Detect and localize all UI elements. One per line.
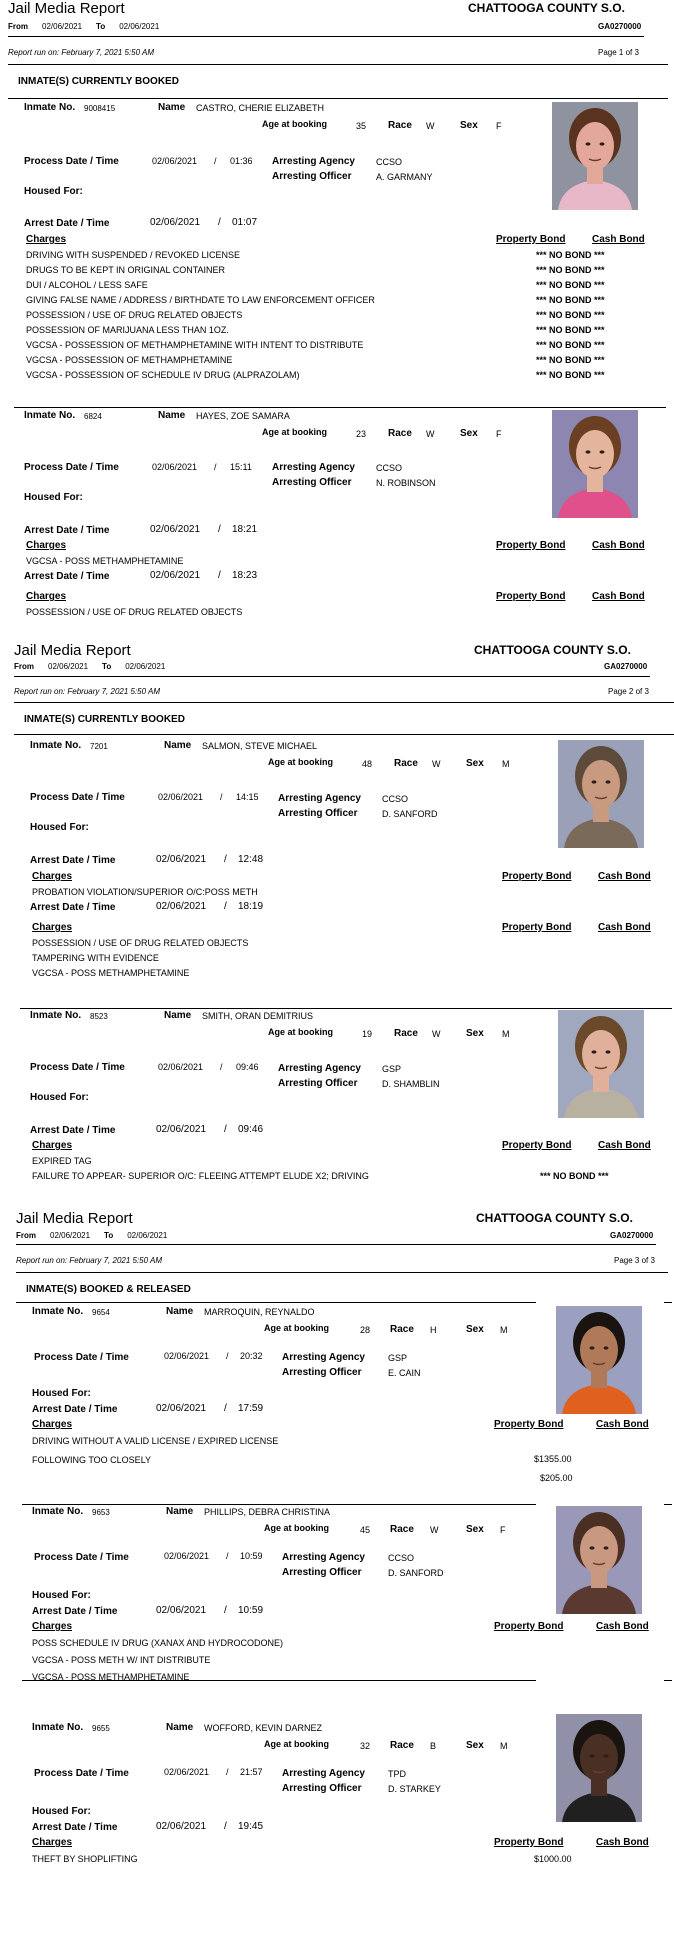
bond-value: $1000.00 [534, 1854, 572, 1864]
arresting-agency: CCSO [388, 1553, 415, 1563]
agency-code: GA0270000 [610, 1231, 654, 1240]
section-rule [664, 1302, 672, 1303]
age-label: Age at booking [264, 1739, 329, 1749]
race-label: Race [394, 1028, 418, 1039]
page-number: Page 1 of 3 [598, 48, 639, 57]
charge-line: PROBATION VIOLATION/SUPERIOR O/C:POSS METH [32, 887, 258, 897]
cash-bond-header: Cash Bond [596, 1419, 649, 1430]
date-range: From 02/06/2021 To 02/06/2021 [16, 1231, 168, 1240]
page-number: Page 3 of 3 [614, 1256, 655, 1265]
charge-line: TAMPERING WITH EVIDENCE [32, 953, 159, 963]
arresting-agency: TPD [388, 1769, 406, 1779]
charge-line: THEFT BY SHOPLIFTING [32, 1854, 138, 1864]
slash: / [214, 462, 217, 472]
housed-for-label: Housed For: [32, 1590, 91, 1601]
slash: / [224, 1821, 227, 1832]
charges-header: Charges [32, 1140, 73, 1151]
inmate-record [0, 102, 674, 402]
name-label: Name [166, 1722, 194, 1733]
inmate-name: MARROQUIN, REYNALDO [204, 1307, 315, 1317]
charges-header: Charges [32, 1419, 73, 1430]
sex: M [502, 1029, 510, 1039]
arrest-time: 18:21 [232, 524, 258, 535]
charge-line: POSSESSION OF MARIJUANA LESS THAN 1OZ. [26, 325, 229, 335]
age-label: Age at booking [264, 1523, 329, 1533]
charges-header: Charges [26, 234, 67, 245]
age: 19 [362, 1029, 373, 1039]
inmate-photo [552, 410, 638, 518]
arrest-time: 17:59 [238, 1403, 264, 1414]
arresting-agency-label: Arresting Agency [272, 462, 355, 473]
race: W [426, 429, 435, 439]
charge-line: VGCSA - POSS METHAMPHETAMINE [32, 1672, 190, 1682]
property-bond-header: Property Bond [496, 540, 566, 551]
process-time: 20:32 [240, 1351, 263, 1361]
housed-for-label: Housed For: [32, 1388, 91, 1399]
property-bond-header: Property Bond [494, 1621, 564, 1632]
charge-line: VGCSA - POSSESSION OF METHAMPHETAMINE [26, 355, 233, 365]
charges-header: Charges [32, 1837, 73, 1848]
arrest-time: 10:59 [238, 1605, 264, 1616]
slash: / [226, 1351, 229, 1361]
arrest-date-label: Arrest Date / Time [30, 855, 116, 866]
process-date: 02/06/2021 [164, 1551, 210, 1561]
arresting-officer-label: Arresting Officer [278, 1078, 358, 1089]
arrest-date-label: Arrest Date / Time [24, 525, 110, 536]
inmate-divider [22, 1680, 536, 1681]
slash: / [226, 1767, 229, 1777]
process-time: 21:57 [240, 1767, 263, 1777]
arresting-agency-label: Arresting Agency [282, 1352, 365, 1363]
bond-value: *** NO BOND *** [536, 355, 605, 365]
inmate-record [0, 740, 674, 1000]
race-label: Race [388, 120, 412, 131]
mugshot-image [556, 1506, 642, 1614]
inmate-divider [664, 1504, 672, 1505]
housed-for-label: Housed For: [24, 492, 83, 503]
age: 23 [356, 429, 367, 439]
age: 48 [362, 759, 373, 769]
inmate-divider [664, 1680, 672, 1681]
arresting-officer-label: Arresting Officer [282, 1783, 362, 1794]
cash-bond-header: Cash Bond [592, 234, 645, 245]
section-heading: INMATE(S) CURRENTLY BOOKED [24, 714, 185, 725]
arrest-date: 02/06/2021 [156, 1605, 207, 1616]
inmate-photo [556, 1714, 642, 1822]
process-date-label: Process Date / Time [34, 1552, 129, 1563]
page-number: Page 2 of 3 [608, 687, 649, 696]
inmate-no-label: Inmate No. [32, 1722, 84, 1733]
arresting-officer: E. CAIN [388, 1368, 421, 1378]
inmate-photo [556, 1306, 642, 1414]
slash: / [220, 1062, 223, 1072]
arrest-date: 02/06/2021 [156, 854, 207, 865]
agency-code: GA0270000 [604, 662, 648, 671]
arrest-date: 02/06/2021 [150, 570, 201, 581]
sex: M [500, 1325, 508, 1335]
process-date-label: Process Date / Time [24, 462, 119, 473]
process-date: 02/06/2021 [164, 1767, 210, 1777]
inmate-record [0, 410, 674, 635]
arrest-date-label: Arrest Date / Time [32, 1606, 118, 1617]
mugshot-image [556, 1714, 642, 1822]
process-time: 15:11 [230, 462, 252, 472]
arresting-agency: CCSO [382, 794, 409, 804]
inmate-no: 6824 [84, 412, 102, 421]
name-label: Name [166, 1306, 194, 1317]
arrest-date-label: Arrest Date / Time [24, 218, 110, 229]
report-title: Jail Media Report [8, 0, 125, 17]
charge-line: POSS SCHEDULE IV DRUG (XANAX AND HYDROCODONE) [32, 1638, 284, 1648]
inmate-no: 9655 [92, 1724, 110, 1733]
arresting-officer-label: Arresting Officer [272, 171, 352, 182]
sex: M [502, 759, 510, 769]
arresting-agency: GSP [382, 1064, 402, 1074]
bond-value: *** NO BOND *** [536, 250, 605, 260]
arrest-date-label: Arrest Date / Time [24, 571, 110, 582]
inmate-no: 7201 [90, 742, 108, 751]
housed-for-label: Housed For: [30, 822, 89, 833]
bond-value: *** NO BOND *** [536, 310, 605, 320]
mugshot-image [558, 1010, 644, 1118]
charges-header: Charges [26, 540, 67, 551]
sex-label: Sex [466, 758, 484, 769]
inmate-record [0, 1506, 674, 1682]
race: W [430, 1525, 439, 1535]
charge-line: GIVING FALSE NAME / ADDRESS / BIRTHDATE TO LAW ENFORCEMENT OFFICER [26, 295, 375, 305]
housed-for-label: Housed For: [32, 1806, 91, 1817]
arresting-agency: GSP [388, 1353, 408, 1363]
charge-line: FOLLOWING TOO CLOSELY [32, 1455, 152, 1465]
mugshot-image [558, 740, 644, 848]
race: H [430, 1325, 437, 1335]
charge-line: POSSESSION / USE OF DRUG RELATED OBJECTS [26, 310, 243, 320]
sex-label: Sex [466, 1324, 484, 1335]
charges-header: Charges [32, 871, 73, 882]
process-date-label: Process Date / Time [34, 1352, 129, 1363]
arrest-date: 02/06/2021 [156, 1403, 207, 1414]
inmate-no-label: Inmate No. [30, 740, 82, 751]
process-time: 09:46 [236, 1062, 259, 1072]
section-rule [16, 1302, 536, 1303]
inmate-photo [556, 1506, 642, 1614]
bond-value: *** NO BOND *** [540, 1171, 609, 1181]
section-rule [8, 64, 668, 65]
race: B [430, 1741, 437, 1751]
inmate-no: 9008415 [84, 104, 116, 113]
arresting-agency-label: Arresting Agency [282, 1768, 365, 1779]
slash: / [224, 1124, 227, 1135]
process-date-label: Process Date / Time [24, 156, 119, 167]
date-range: From 02/06/2021 To 02/06/2021 [14, 662, 166, 671]
section-rule [8, 98, 668, 99]
arrest-time: 18:19 [238, 901, 264, 912]
slash: / [224, 1403, 227, 1414]
sex: F [496, 121, 502, 131]
property-bond-header: Property Bond [502, 871, 572, 882]
charge-line: DRIVING WITHOUT A VALID LICENSE / EXPIRED LICENSE [32, 1436, 279, 1446]
charge-line: VGCSA - POSS METHAMPHETAMINE [32, 968, 190, 978]
arresting-agency-label: Arresting Agency [278, 793, 361, 804]
age-label: Age at booking [268, 1027, 333, 1037]
arrest-date: 02/06/2021 [150, 524, 201, 535]
inmate-name: HAYES, ZOE SAMARA [196, 411, 290, 421]
race-label: Race [390, 1740, 414, 1751]
arresting-officer: N. ROBINSON [376, 478, 436, 488]
slash: / [224, 854, 227, 865]
process-date: 02/06/2021 [164, 1351, 210, 1361]
sex-label: Sex [466, 1028, 484, 1039]
section-heading: INMATE(S) CURRENTLY BOOKED [18, 76, 179, 87]
slash: / [220, 792, 223, 802]
race: W [426, 121, 435, 131]
inmate-no: 9654 [92, 1308, 110, 1317]
report-page-2 [0, 640, 674, 1210]
charge-line: DRIVING WITH SUSPENDED / REVOKED LICENSE [26, 250, 241, 260]
charge-line: VGCSA - POSS METHAMPHETAMINE [26, 556, 184, 566]
charge-line: EXPIRED TAG [32, 1156, 92, 1166]
sex-label: Sex [466, 1740, 484, 1751]
arresting-agency: CCSO [376, 157, 403, 167]
arresting-officer: D. SANFORD [382, 809, 438, 819]
cash-bond-header: Cash Bond [592, 591, 645, 602]
report-run-on: Report run on: February 7, 2021 5:50 AM [8, 48, 155, 57]
mugshot-image [556, 1306, 642, 1414]
arrest-date: 02/06/2021 [150, 217, 201, 228]
sex-label: Sex [466, 1524, 484, 1535]
arrest-date-label: Arrest Date / Time [32, 1822, 118, 1833]
sex: F [500, 1525, 506, 1535]
inmate-no-label: Inmate No. [24, 102, 76, 113]
process-time: 10:59 [240, 1551, 263, 1561]
cash-bond-header: Cash Bond [596, 1621, 649, 1632]
process-date: 02/06/2021 [152, 462, 198, 472]
name-label: Name [158, 102, 186, 113]
slash: / [226, 1551, 229, 1561]
slash: / [218, 217, 221, 228]
header-rule [8, 36, 644, 37]
arresting-officer-label: Arresting Officer [272, 477, 352, 488]
age: 32 [360, 1741, 371, 1751]
sex-label: Sex [460, 120, 478, 131]
arrest-time: 19:45 [238, 1821, 264, 1832]
date-range: From 02/06/2021 To 02/06/2021 [8, 22, 160, 31]
slash: / [224, 901, 227, 912]
arresting-agency-label: Arresting Agency [282, 1552, 365, 1563]
slash: / [214, 156, 217, 166]
inmate-name: WOFFORD, KEVIN DARNEZ [204, 1723, 323, 1733]
age-label: Age at booking [264, 1323, 329, 1333]
arresting-officer-label: Arresting Officer [278, 808, 358, 819]
arrest-time: 12:48 [238, 854, 264, 865]
bond-value: *** NO BOND *** [536, 340, 605, 350]
agency-name: CHATTOOGA COUNTY S.O. [468, 1, 625, 15]
section-heading: INMATE(S) BOOKED & RELEASED [26, 1284, 191, 1295]
race: W [432, 759, 441, 769]
charges-header: Charges [32, 922, 73, 933]
slash: / [218, 570, 221, 581]
cash-bond-header: Cash Bond [596, 1837, 649, 1848]
arrest-date-label: Arrest Date / Time [30, 902, 116, 913]
inmate-photo [558, 1010, 644, 1118]
process-date-label: Process Date / Time [34, 1768, 129, 1779]
bond-value: *** NO BOND *** [536, 370, 605, 380]
sex-label: Sex [460, 428, 478, 439]
charge-line: VGCSA - POSSESSION OF METHAMPHETAMINE WITH INTENT TO DISTRIBUTE [26, 340, 364, 350]
inmate-record [0, 1010, 674, 1210]
inmate-photo [552, 102, 638, 210]
inmate-divider [14, 407, 666, 408]
inmate-name: CASTRO, CHERIE ELIZABETH [196, 103, 325, 113]
age: 45 [360, 1525, 371, 1535]
age-label: Age at booking [262, 427, 327, 437]
mugshot-image [552, 102, 638, 210]
inmate-record [0, 1306, 674, 1496]
agency-name: CHATTOOGA COUNTY S.O. [474, 643, 631, 657]
report-run-on: Report run on: February 7, 2021 5:50 AM [14, 687, 161, 696]
process-time: 01:36 [230, 156, 253, 166]
bond-value: *** NO BOND *** [536, 325, 605, 335]
section-rule [14, 734, 674, 735]
report-title: Jail Media Report [16, 1210, 133, 1227]
slash: / [218, 524, 221, 535]
charge-line: DRUGS TO BE KEPT IN ORIGINAL CONTAINER [26, 265, 226, 275]
arrest-date: 02/06/2021 [156, 901, 207, 912]
race-label: Race [394, 758, 418, 769]
age-label: Age at booking [268, 757, 333, 767]
race: W [432, 1029, 441, 1039]
arresting-agency: CCSO [376, 463, 403, 473]
age: 35 [356, 121, 367, 131]
cash-bond-header: Cash Bond [598, 922, 651, 933]
cash-bond-header: Cash Bond [598, 871, 651, 882]
race-label: Race [390, 1524, 414, 1535]
arresting-agency-label: Arresting Agency [272, 156, 355, 167]
inmate-no: 9653 [92, 1508, 110, 1517]
name-label: Name [164, 1010, 192, 1021]
process-date: 02/06/2021 [152, 156, 198, 166]
agency-name: CHATTOOGA COUNTY S.O. [476, 1211, 633, 1225]
bond-value: *** NO BOND *** [536, 295, 605, 305]
arrest-date: 02/06/2021 [156, 1821, 207, 1832]
inmate-no-label: Inmate No. [30, 1010, 82, 1021]
charge-line: POSSESSION / USE OF DRUG RELATED OBJECTS [32, 938, 249, 948]
process-date-label: Process Date / Time [30, 792, 125, 803]
housed-for-label: Housed For: [30, 1092, 89, 1103]
race-label: Race [388, 428, 412, 439]
process-time: 14:15 [236, 792, 259, 802]
arrest-date-label: Arrest Date / Time [32, 1404, 118, 1415]
charges-header: Charges [32, 1621, 73, 1632]
charges-header: Charges [26, 591, 67, 602]
report-page-1 [0, 0, 674, 640]
section-rule [14, 702, 674, 703]
arrest-time: 09:46 [238, 1124, 264, 1135]
header-rule [14, 676, 650, 677]
arresting-officer-label: Arresting Officer [282, 1367, 362, 1378]
race-label: Race [390, 1324, 414, 1335]
inmate-no-label: Inmate No. [32, 1506, 84, 1517]
inmate-no-label: Inmate No. [32, 1306, 84, 1317]
arrest-time: 01:07 [232, 217, 258, 228]
charge-line: VGCSA - POSS METH W/ INT DISTRIBUTE [32, 1655, 211, 1665]
inmate-no: 8523 [90, 1012, 108, 1021]
slash: / [224, 1605, 227, 1616]
arrest-time: 18:23 [232, 570, 258, 581]
inmate-divider [22, 1504, 536, 1505]
inmate-record [0, 1722, 674, 1892]
process-date-label: Process Date / Time [30, 1062, 125, 1073]
inmate-divider [20, 1008, 672, 1009]
header-rule [16, 1244, 656, 1245]
section-rule [16, 1272, 668, 1273]
arresting-officer: D. SHAMBLIN [382, 1079, 440, 1089]
arresting-agency-label: Arresting Agency [278, 1063, 361, 1074]
name-label: Name [166, 1506, 194, 1517]
inmate-no-label: Inmate No. [24, 410, 76, 421]
bond-value: $205.00 [540, 1473, 573, 1483]
housed-for-label: Housed For: [24, 186, 83, 197]
inmate-name: SMITH, ORAN DEMITRIUS [202, 1011, 314, 1021]
report-run-on: Report run on: February 7, 2021 5:50 AM [16, 1256, 163, 1265]
cash-bond-header: Cash Bond [592, 540, 645, 551]
property-bond-header: Property Bond [496, 591, 566, 602]
property-bond-header: Property Bond [494, 1837, 564, 1848]
inmate-name: SALMON, STEVE MICHAEL [202, 741, 318, 751]
charge-line: VGCSA - POSSESSION OF SCHEDULE IV DRUG (ALPRAZOLAM) [26, 370, 300, 380]
mugshot-image [552, 410, 638, 518]
property-bond-header: Property Bond [502, 1140, 572, 1151]
property-bond-header: Property Bond [496, 234, 566, 245]
sex: M [500, 1741, 508, 1751]
age: 28 [360, 1325, 371, 1335]
arresting-officer: D. SANFORD [388, 1568, 444, 1578]
arresting-officer: D. STARKEY [388, 1784, 441, 1794]
cash-bond-header: Cash Bond [598, 1140, 651, 1151]
charge-line: DUI / ALCOHOL / LESS SAFE [26, 280, 148, 290]
arrest-date: 02/06/2021 [156, 1124, 207, 1135]
report-title: Jail Media Report [14, 642, 131, 659]
arresting-officer: A. GARMANY [376, 172, 433, 182]
charge-line: FAILURE TO APPEAR- SUPERIOR O/C: FLEEING ATTEMPT ELUDE X2; DRIVING [32, 1171, 369, 1181]
age-label: Age at booking [262, 119, 327, 129]
sex: F [496, 429, 502, 439]
name-label: Name [164, 740, 192, 751]
charge-line: POSSESSION / USE OF DRUG RELATED OBJECTS [26, 607, 243, 617]
name-label: Name [158, 410, 186, 421]
arrest-date-label: Arrest Date / Time [30, 1125, 116, 1136]
process-date: 02/06/2021 [158, 792, 204, 802]
inmate-photo [558, 740, 644, 848]
bond-value: $1355.00 [534, 1454, 572, 1464]
process-date: 02/06/2021 [158, 1062, 204, 1072]
inmate-name: PHILLIPS, DEBRA CHRISTINA [204, 1507, 331, 1517]
property-bond-header: Property Bond [502, 922, 572, 933]
bond-value: *** NO BOND *** [536, 280, 605, 290]
bond-value: *** NO BOND *** [536, 265, 605, 275]
report-page-3 [0, 1210, 674, 1942]
property-bond-header: Property Bond [494, 1419, 564, 1430]
agency-code: GA0270000 [598, 22, 642, 31]
arresting-officer-label: Arresting Officer [282, 1567, 362, 1578]
